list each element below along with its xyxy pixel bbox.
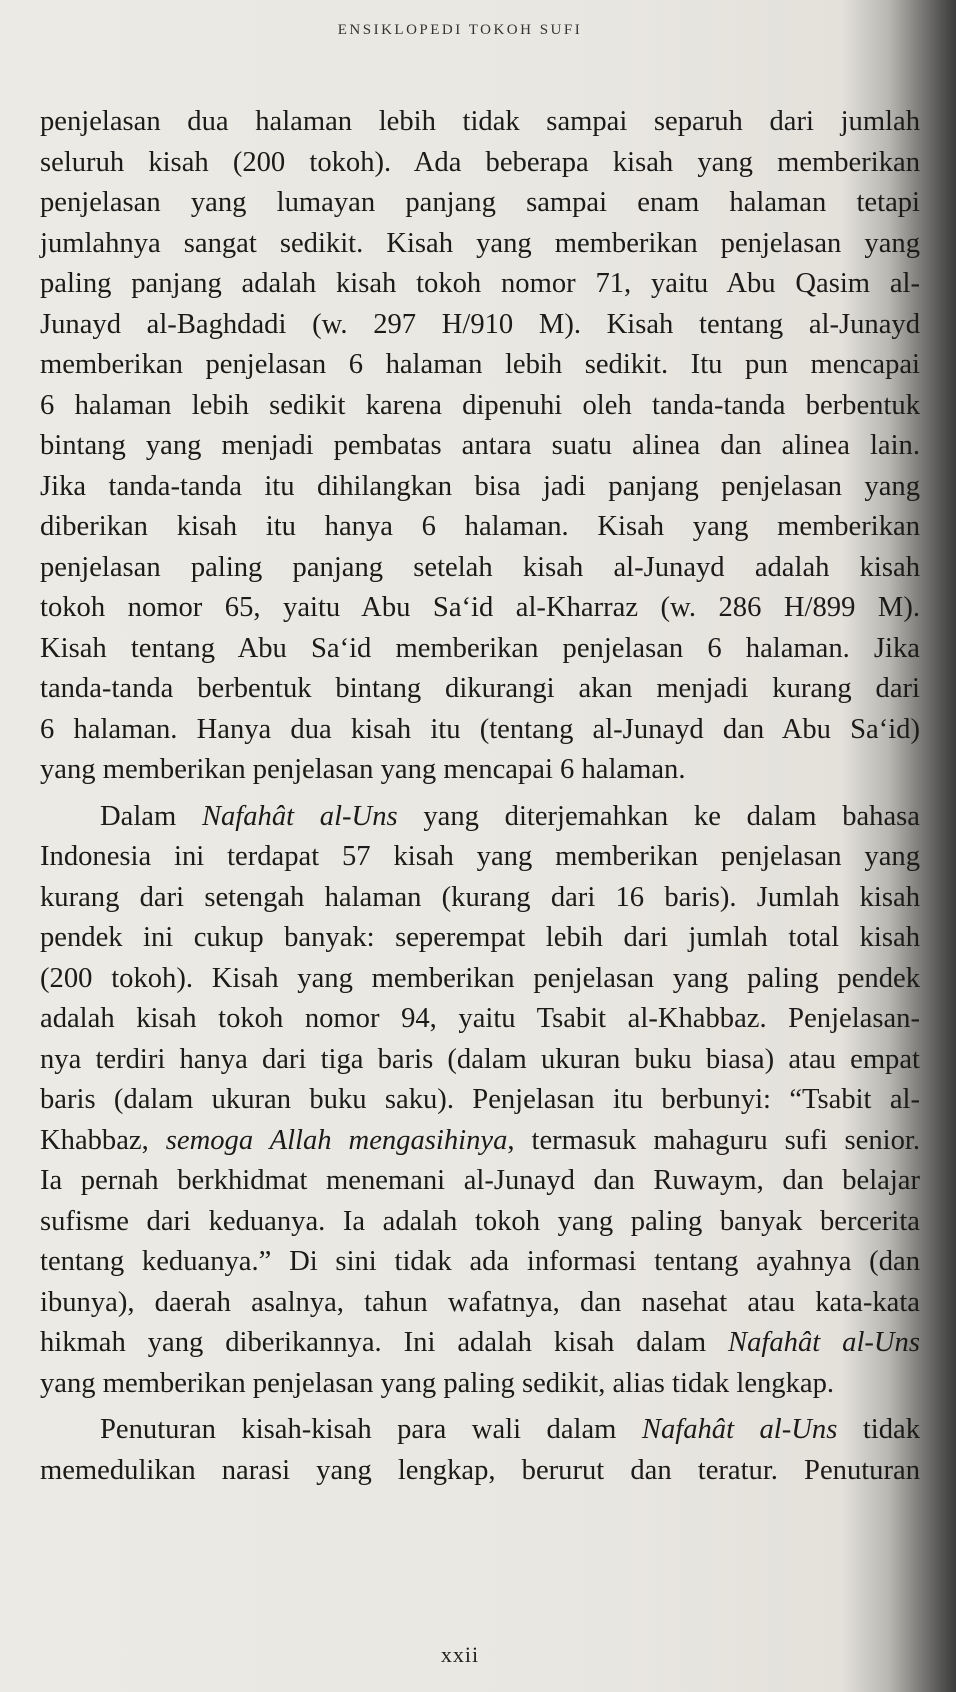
running-head: ENSIKLOPEDI TOKOH SUFI	[337, 22, 583, 38]
paragraph	[40, 797, 920, 1405]
text-line: jumlahnya sangat sedikit. Kisah yang memberikan penjelasan yang	[40, 227, 920, 259]
text-line: adalah kisah tokoh nomor 94, yaitu Tsabit al-Khabbaz. Penjelasan-	[40, 1003, 920, 1034]
paragraph	[40, 102, 920, 791]
text-line: tentang keduanya.” Di sini tidak ada informasi tentang ayahnya (dan	[40, 1246, 920, 1277]
text-line: Kisah tentang Abu Sa‘id memberikan penjelasan 6 halaman. Jika	[40, 632, 920, 664]
text-line: (200 tokoh). Kisah yang memberikan penjelasan yang paling pendek	[40, 962, 920, 994]
text-line: baris (dalam ukuran buku saku). Penjelasan itu berbunyi: “Tsabit al-	[40, 1084, 920, 1115]
text-line: Junayd al-Baghdadi (w. 297 H/910 M). Kisah tentang al-Junayd	[40, 308, 920, 340]
text-line: sufisme dari keduanya. Ia adalah tokoh yang paling banyak bercerita	[40, 1205, 920, 1237]
text-line: memberikan penjelasan 6 halaman lebih sedikit. Itu pun mencapai	[40, 349, 920, 380]
text-line: nya terdiri hanya dari tiga baris (dalam ukuran buku biasa) atau empat	[40, 1043, 920, 1075]
paragraph	[40, 1410, 920, 1491]
text-line: penjelasan yang lumayan panjang sampai enam halaman tetapi	[40, 187, 920, 218]
text-line: hikmah yang diberikannya. Ini adalah kisah dalam Nafahât al-Uns	[40, 1327, 920, 1358]
text-line: diberikan kisah itu hanya 6 halaman. Kisah yang memberikan	[40, 511, 920, 542]
text-line: 6 halaman lebih sedikit karena dipenuhi oleh tanda-tanda berbentuk	[40, 389, 920, 421]
text-line: Dalam Nafahât al-Uns yang diterjemahkan ke dalam bahasa	[100, 800, 920, 832]
text-line: memedulikan narasi yang lengkap, berurut dan teratur. Penuturan	[40, 1454, 920, 1486]
text-line: yang memberikan penjelasan yang mencapai 6 halaman.	[40, 754, 686, 785]
text-line: tanda-tanda berbentuk bintang dikurangi akan menjadi kurang dari	[40, 673, 920, 704]
text-line: kurang dari setengah halaman (kurang dari 16 baris). Jumlah kisah	[40, 881, 920, 913]
text-line: Khabbaz, semoga Allah mengasihinya, termasuk mahaguru sufi senior.	[40, 1124, 920, 1156]
text-line: ibunya), daerah asalnya, tahun wafatnya, dan nasehat atau kata-kata	[40, 1286, 920, 1318]
text-line: Indonesia ini terdapat 57 kisah yang memberikan penjelasan yang	[40, 841, 920, 872]
text-line: penjelasan dua halaman lebih tidak sampai separuh dari jumlah	[40, 106, 920, 137]
text-line: 6 halaman. Hanya dua kisah itu (tentang al-Junayd dan Abu Sa‘id)	[40, 713, 920, 745]
text-line: bintang yang menjadi pembatas antara suatu alinea dan alinea lain.	[40, 430, 920, 461]
text-line: pendek ini cukup banyak: seperempat lebih dari jumlah total kisah	[40, 922, 920, 953]
text-line: yang memberikan penjelasan yang paling sedikit, alias tidak lengkap.	[40, 1367, 835, 1399]
text-line: seluruh kisah (200 tokoh). Ada beberapa kisah yang memberikan	[40, 146, 920, 178]
text-line: penjelasan paling panjang setelah kisah al-Junayd adalah kisah	[40, 551, 920, 583]
page-number: xxii	[440, 1642, 480, 1667]
text-line: Jika tanda-tanda itu dihilangkan bisa jadi panjang penjelasan yang	[40, 470, 920, 502]
text-line: tokoh nomor 65, yaitu Abu Sa‘id al-Kharraz (w. 286 H/899 M).	[40, 592, 920, 623]
text-line: paling panjang adalah kisah tokoh nomor 71, yaitu Abu Qasim al-	[40, 268, 920, 299]
text-line: Ia pernah berkhidmat menemani al-Junayd dan Ruwaym, dan belajar	[40, 1165, 920, 1196]
body-text	[40, 102, 920, 1491]
text-line: Penuturan kisah-kisah para wali dalam Nafahât al-Uns tidak	[100, 1414, 920, 1445]
